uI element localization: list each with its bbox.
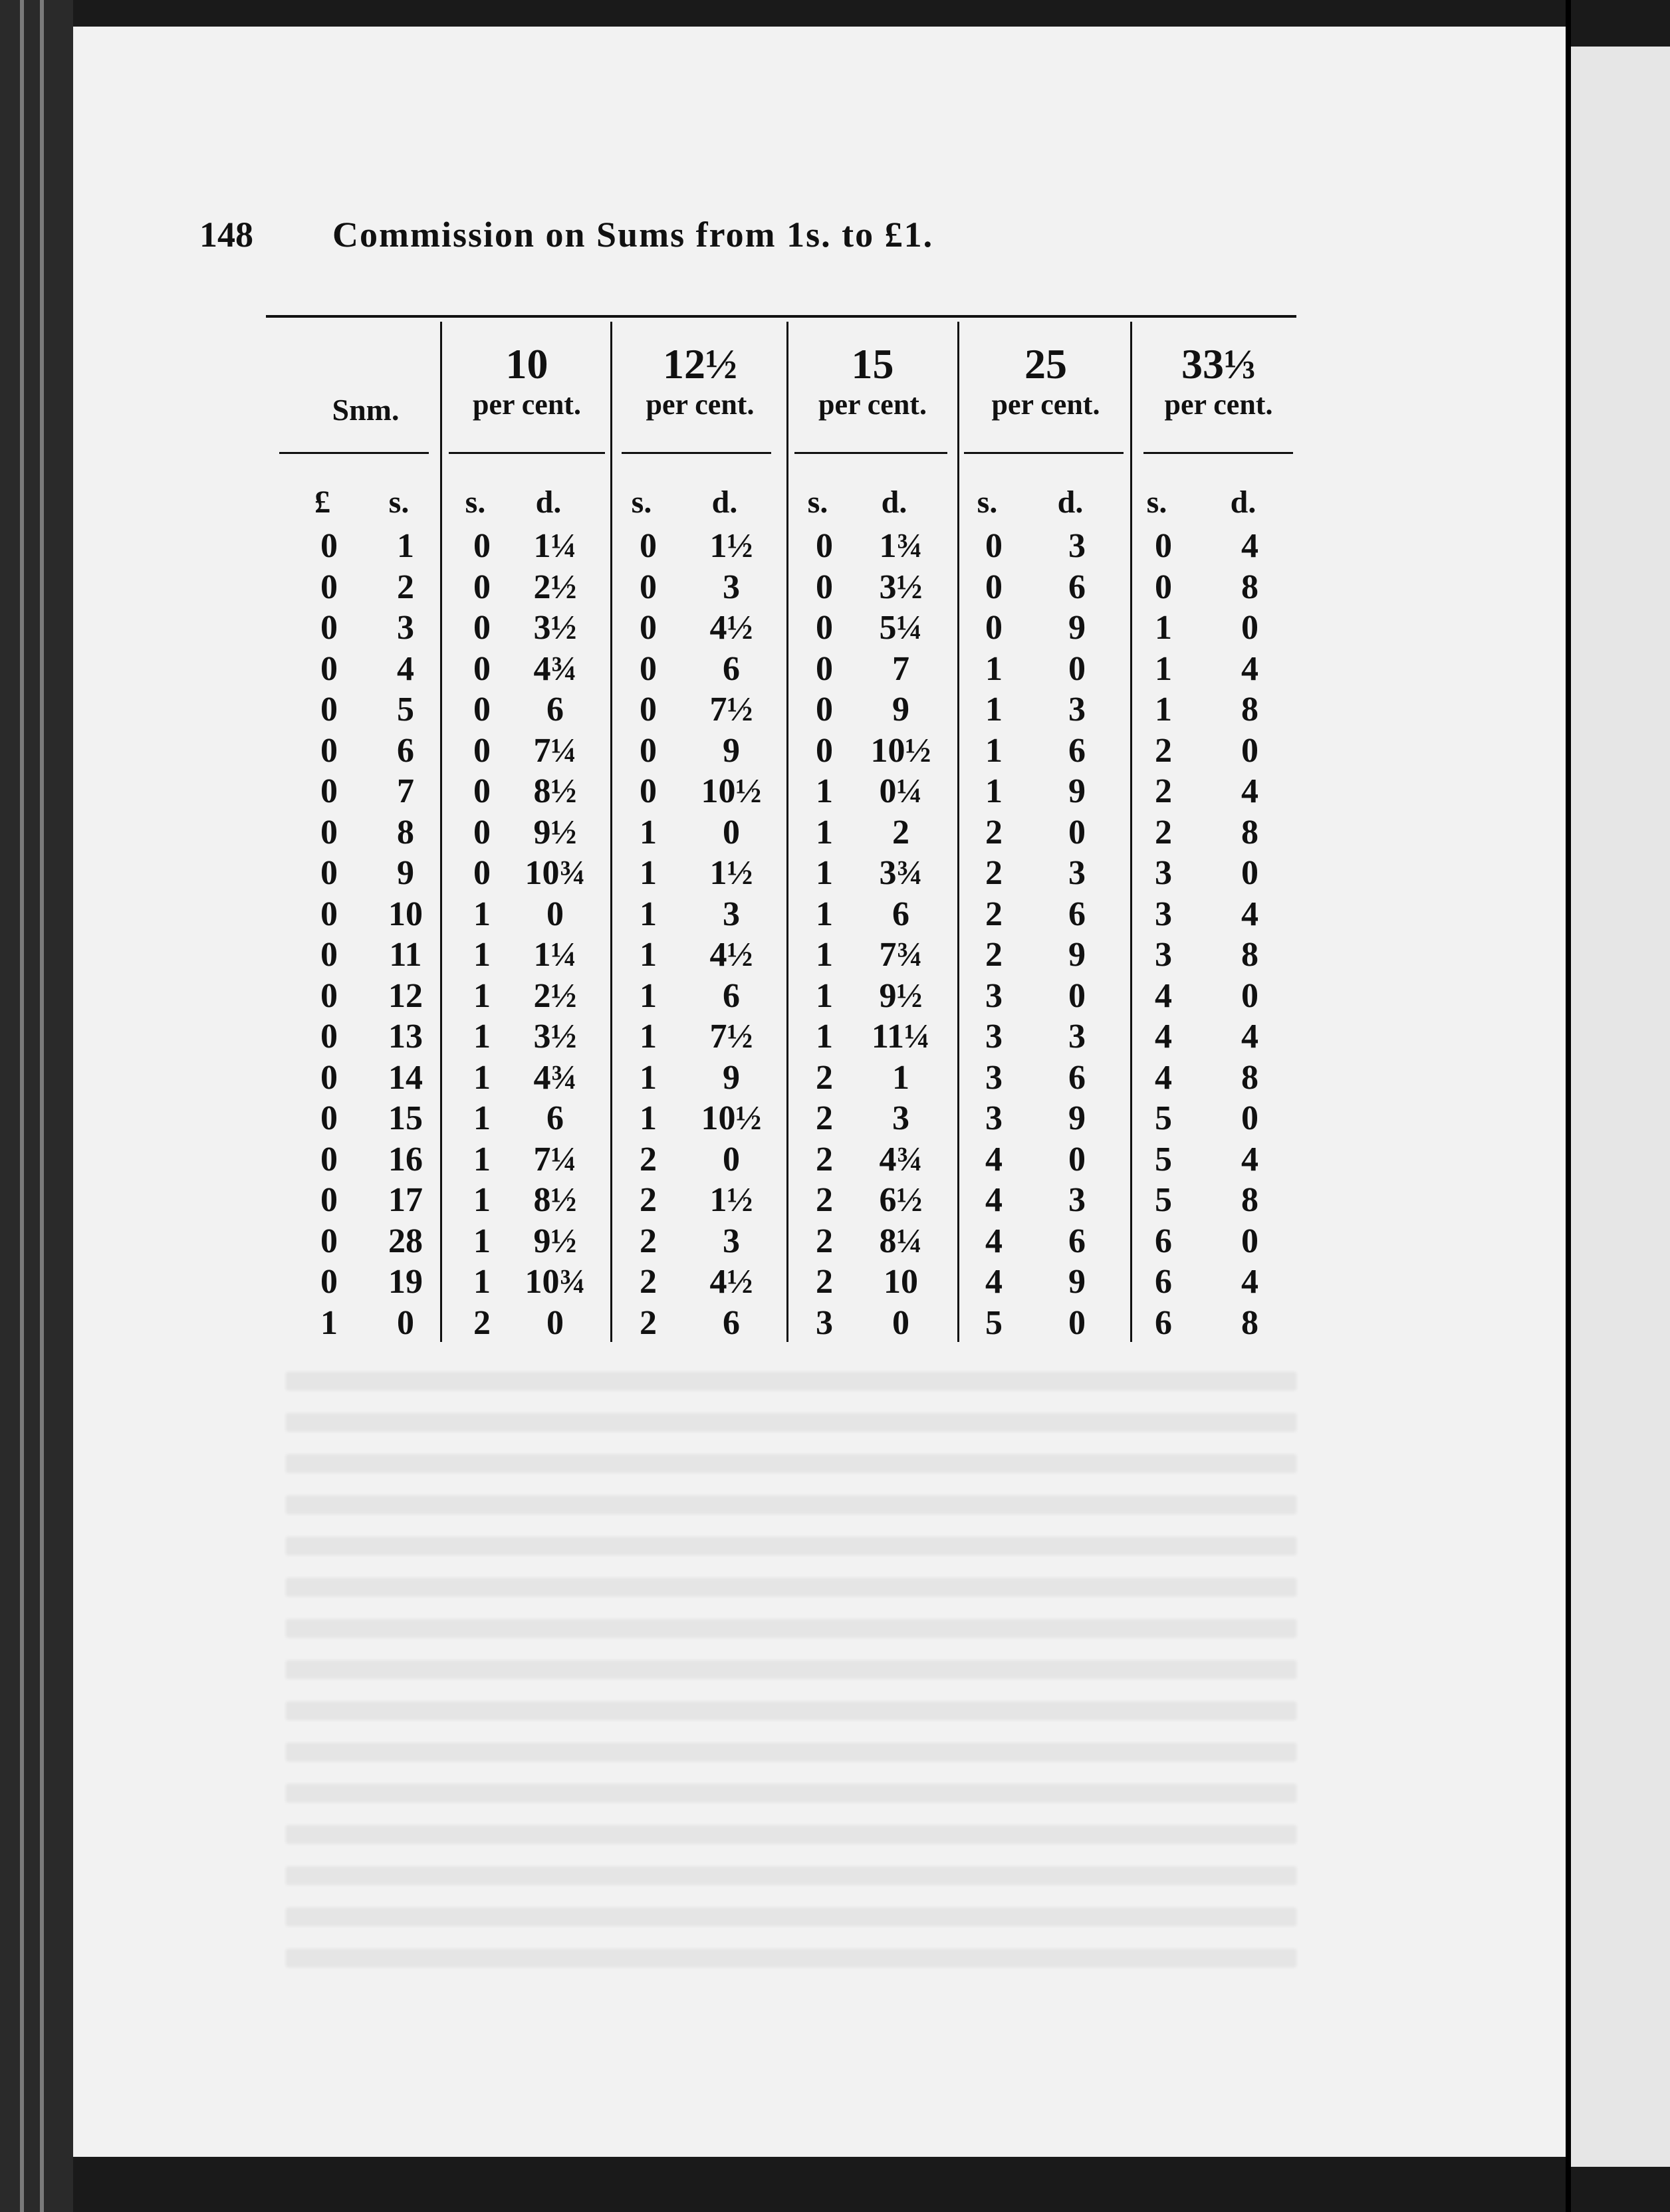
- commission-shillings-cell: 5: [1155, 1181, 1172, 1219]
- show-through-text: [286, 1349, 1296, 1987]
- commission-shillings-cell: 1: [816, 977, 833, 1015]
- commission-pence-cell: 6: [723, 1304, 740, 1342]
- commission-pence-cell: 2: [892, 814, 909, 851]
- commission-pence-cell: 8: [1241, 1304, 1258, 1342]
- commission-pence-cell: 8½: [533, 772, 577, 810]
- commission-pence-cell: 9: [723, 1059, 740, 1097]
- commission-pence-cell: 6: [723, 650, 740, 688]
- commission-pence-cell: 3½: [879, 568, 923, 606]
- commission-shillings-cell: 1: [640, 977, 657, 1015]
- commission-pence-cell: 10¾: [525, 1263, 586, 1301]
- commission-pence-cell: 3: [1068, 854, 1086, 892]
- commission-shillings-cell: 2: [640, 1222, 657, 1260]
- sum-pounds-cell: 0: [320, 895, 338, 933]
- commission-shillings-cell: 1: [473, 1099, 491, 1137]
- commission-pence-cell: 0: [1068, 1304, 1086, 1342]
- commission-shillings-cell: 1: [640, 1018, 657, 1055]
- sum-shillings-cell: 19: [388, 1263, 423, 1301]
- commission-pence-cell: 1½: [709, 854, 753, 892]
- commission-pence-cell: 6: [1068, 732, 1086, 770]
- commission-shillings-cell: 0: [985, 527, 1003, 565]
- sum-shillings-cell: 7: [397, 772, 414, 810]
- commission-shillings-cell: 0: [816, 527, 833, 565]
- sum-shillings-cell: 9: [397, 854, 414, 892]
- sum-shillings-cell: 17: [388, 1181, 423, 1219]
- commission-pence-cell: 0: [1241, 732, 1258, 770]
- commission-shillings-cell: 2: [1155, 772, 1172, 810]
- sum-pounds-cell: 0: [320, 1181, 338, 1219]
- commission-pence-cell: 3: [892, 1099, 909, 1137]
- shilling-subheader: s.: [977, 485, 998, 520]
- commission-pence-cell: 4¾: [533, 1059, 577, 1097]
- commission-shillings-cell: 1: [816, 1018, 833, 1055]
- commission-pence-cell: 3¾: [879, 854, 923, 892]
- sum-shillings-cell: 13: [388, 1018, 423, 1055]
- commission-shillings-cell: 0: [473, 691, 491, 728]
- commission-shillings-cell: 1: [640, 936, 657, 974]
- commission-shillings-cell: 2: [816, 1099, 833, 1137]
- commission-pence-cell: 3: [723, 895, 740, 933]
- commission-shillings-cell: 4: [1155, 977, 1172, 1015]
- commission-pence-cell: 6: [1068, 1222, 1086, 1260]
- commission-pence-cell: 3½: [533, 609, 577, 647]
- commission-shillings-cell: 4: [985, 1141, 1003, 1178]
- sum-shillings-cell: 3: [397, 609, 414, 647]
- commission-shillings-cell: 1: [816, 936, 833, 974]
- commission-pence-cell: 0: [1241, 1222, 1258, 1260]
- sum-pounds-cell: 0: [320, 814, 338, 851]
- commission-shillings-cell: 1: [1155, 609, 1172, 647]
- commission-pence-cell: 6½: [879, 1181, 923, 1219]
- sum-pounds-cell: 0: [320, 732, 338, 770]
- sum-shillings-cell: 16: [388, 1141, 423, 1178]
- commission-pence-cell: 0: [892, 1304, 909, 1342]
- commission-shillings-cell: 0: [1155, 527, 1172, 565]
- commission-pence-cell: 7¾: [879, 936, 923, 974]
- commission-shillings-cell: 5: [985, 1304, 1003, 1342]
- commission-shillings-cell: 1: [473, 1018, 491, 1055]
- commission-shillings-cell: 2: [985, 814, 1003, 851]
- commission-pence-cell: 4: [1241, 895, 1258, 933]
- commission-pence-cell: 0: [1068, 814, 1086, 851]
- shilling-subheader: s.: [388, 485, 410, 520]
- commission-shillings-cell: 6: [1155, 1222, 1172, 1260]
- commission-shillings-cell: 4: [985, 1181, 1003, 1219]
- sum-pounds-cell: 0: [320, 691, 338, 728]
- commission-pence-cell: 9: [1068, 1099, 1086, 1137]
- commission-pence-cell: 10½: [870, 732, 931, 770]
- commission-pence-cell: 4½: [709, 609, 753, 647]
- commission-pence-cell: 10: [884, 1263, 918, 1301]
- commission-pence-cell: 1½: [709, 527, 753, 565]
- commission-pence-cell: 7: [892, 650, 909, 688]
- sum-shillings-cell: 11: [389, 936, 422, 974]
- commission-shillings-cell: 1: [816, 895, 833, 933]
- commission-pence-cell: 7¼: [533, 1141, 577, 1178]
- commission-shillings-cell: 2: [816, 1263, 833, 1301]
- commission-pence-cell: 0: [723, 1141, 740, 1178]
- commission-shillings-cell: 0: [816, 609, 833, 647]
- commission-pence-cell: 3: [1068, 527, 1086, 565]
- commission-shillings-cell: 5: [1155, 1141, 1172, 1178]
- commission-pence-cell: 4: [1241, 527, 1258, 565]
- sum-pounds-cell: 0: [320, 568, 338, 606]
- commission-shillings-cell: 0: [816, 732, 833, 770]
- commission-pence-cell: 1: [892, 1059, 909, 1097]
- commission-pence-cell: 11¼: [871, 1018, 931, 1055]
- commission-shillings-cell: 0: [640, 527, 657, 565]
- commission-pence-cell: 8: [1241, 814, 1258, 851]
- commission-pence-cell: 7¼: [533, 732, 577, 770]
- commission-shillings-cell: 6: [1155, 1304, 1172, 1342]
- commission-shillings-cell: 1: [985, 691, 1003, 728]
- commission-pence-cell: 6: [723, 977, 740, 1015]
- commission-pence-cell: 6: [546, 1099, 564, 1137]
- adjacent-page: [1571, 47, 1670, 2167]
- commission-pence-cell: 6: [1068, 895, 1086, 933]
- rate-header-33-third: 33⅓ per cent.: [1164, 340, 1273, 421]
- sum-shillings-cell: 28: [388, 1222, 423, 1260]
- page-edge: [1566, 0, 1571, 2212]
- book-gutter: [0, 0, 73, 2212]
- commission-pence-cell: 0: [546, 895, 564, 933]
- sum-pounds-cell: 0: [320, 1059, 338, 1097]
- commission-pence-cell: 4: [1241, 1018, 1258, 1055]
- commission-shillings-cell: 2: [816, 1222, 833, 1260]
- commission-shillings-cell: 0: [816, 568, 833, 606]
- commission-pence-cell: 8: [1241, 1181, 1258, 1219]
- commission-shillings-cell: 0: [985, 609, 1003, 647]
- commission-shillings-cell: 0: [640, 732, 657, 770]
- commission-pence-cell: 4: [1241, 650, 1258, 688]
- header-underline-15: [794, 452, 947, 454]
- commission-shillings-cell: 0: [473, 854, 491, 892]
- sum-shillings-cell: 6: [397, 732, 414, 770]
- commission-shillings-cell: 0: [640, 609, 657, 647]
- commission-shillings-cell: 2: [640, 1263, 657, 1301]
- sum-pounds-cell: 1: [320, 1304, 338, 1342]
- commission-pence-cell: 3: [723, 1222, 740, 1260]
- sum-pounds-cell: 0: [320, 1263, 338, 1301]
- commission-pence-cell: 1¼: [533, 936, 577, 974]
- header-underline-10: [449, 452, 605, 454]
- commission-pence-cell: 9: [723, 732, 740, 770]
- commission-shillings-cell: 4: [985, 1263, 1003, 1301]
- commission-shillings-cell: 2: [985, 936, 1003, 974]
- commission-shillings-cell: 2: [1155, 814, 1172, 851]
- commission-shillings-cell: 0: [640, 650, 657, 688]
- pence-subheader: d.: [881, 485, 907, 520]
- commission-shillings-cell: 1: [816, 854, 833, 892]
- sum-shillings-cell: 5: [397, 691, 414, 728]
- commission-shillings-cell: 3: [985, 1059, 1003, 1097]
- commission-pence-cell: 5¼: [879, 609, 923, 647]
- commission-shillings-cell: 0: [473, 568, 491, 606]
- commission-shillings-cell: 3: [1155, 936, 1172, 974]
- commission-pence-cell: 2½: [533, 977, 577, 1015]
- sum-shillings-cell: 14: [388, 1059, 423, 1097]
- commission-pence-cell: 9: [1068, 609, 1086, 647]
- shilling-subheader: s.: [807, 485, 828, 520]
- shilling-subheader: s.: [465, 485, 486, 520]
- commission-shillings-cell: 1: [473, 977, 491, 1015]
- commission-shillings-cell: 0: [816, 650, 833, 688]
- sum-shillings-cell: 2: [397, 568, 414, 606]
- commission-shillings-cell: 2: [640, 1304, 657, 1342]
- commission-pence-cell: 9½: [533, 1222, 577, 1260]
- commission-pence-cell: 0: [1068, 977, 1086, 1015]
- commission-pence-cell: 9: [1068, 1263, 1086, 1301]
- commission-shillings-cell: 4: [1155, 1018, 1172, 1055]
- commission-shillings-cell: 0: [640, 691, 657, 728]
- commission-pence-cell: 2½: [533, 568, 577, 606]
- commission-shillings-cell: 1: [473, 1059, 491, 1097]
- commission-shillings-cell: 0: [473, 527, 491, 565]
- commission-shillings-cell: 0: [640, 772, 657, 810]
- commission-pence-cell: 8¼: [879, 1222, 923, 1260]
- commission-shillings-cell: 0: [473, 772, 491, 810]
- commission-shillings-cell: 2: [640, 1141, 657, 1178]
- commission-shillings-cell: 1: [473, 895, 491, 933]
- running-title: Commission on Sums from 1s. to £1.: [332, 215, 934, 255]
- commission-pence-cell: 4: [1241, 1141, 1258, 1178]
- rate-header-10: 10 per cent.: [473, 340, 581, 421]
- commission-shillings-cell: 0: [473, 609, 491, 647]
- commission-pence-cell: 3: [1068, 1018, 1086, 1055]
- pence-subheader: d.: [1057, 485, 1084, 520]
- sum-pounds-cell: 0: [320, 527, 338, 565]
- sum-pounds-cell: 0: [320, 650, 338, 688]
- commission-shillings-cell: 2: [816, 1141, 833, 1178]
- commission-pence-cell: 8: [1241, 1059, 1258, 1097]
- commission-pence-cell: 10¾: [525, 854, 586, 892]
- commission-shillings-cell: 1: [1155, 650, 1172, 688]
- sum-shillings-cell: 0: [397, 1304, 414, 1342]
- sum-shillings-cell: 10: [388, 895, 423, 933]
- commission-pence-cell: 3½: [533, 1018, 577, 1055]
- commission-shillings-cell: 1: [473, 1141, 491, 1178]
- sum-pounds-cell: 0: [320, 977, 338, 1015]
- commission-pence-cell: 0: [1241, 854, 1258, 892]
- commission-pence-cell: 9½: [879, 977, 923, 1015]
- commission-pence-cell: 0¼: [879, 772, 923, 810]
- commission-shillings-cell: 2: [1155, 732, 1172, 770]
- commission-pence-cell: 3: [723, 568, 740, 606]
- commission-shillings-cell: 1: [816, 772, 833, 810]
- commission-shillings-cell: 1: [640, 1059, 657, 1097]
- commission-pence-cell: 9: [1068, 936, 1086, 974]
- sum-pounds-cell: 0: [320, 1018, 338, 1055]
- commission-pence-cell: 7½: [709, 691, 753, 728]
- commission-shillings-cell: 0: [816, 691, 833, 728]
- commission-pence-cell: 4½: [709, 1263, 753, 1301]
- header-underline-12: [622, 452, 771, 454]
- sum-shillings-cell: 12: [388, 977, 423, 1015]
- commission-pence-cell: 8: [1241, 568, 1258, 606]
- pence-subheader: d.: [535, 485, 562, 520]
- header-underline-33: [1143, 452, 1293, 454]
- commission-pence-cell: 6: [892, 895, 909, 933]
- commission-shillings-cell: 0: [473, 650, 491, 688]
- commission-pence-cell: 0: [1068, 1141, 1086, 1178]
- commission-pence-cell: 0: [1241, 609, 1258, 647]
- header-underline-25: [964, 452, 1124, 454]
- commission-shillings-cell: 3: [1155, 895, 1172, 933]
- commission-shillings-cell: 1: [985, 732, 1003, 770]
- commission-pence-cell: 7½: [709, 1018, 753, 1055]
- commission-shillings-cell: 2: [816, 1181, 833, 1219]
- commission-pence-cell: 10½: [701, 1099, 762, 1137]
- commission-shillings-cell: 1: [640, 814, 657, 851]
- pence-subheader: d.: [1230, 485, 1256, 520]
- page-header: [199, 214, 1263, 267]
- commission-pence-cell: 1¼: [533, 527, 577, 565]
- commission-shillings-cell: 5: [1155, 1099, 1172, 1137]
- commission-pence-cell: 0: [723, 814, 740, 851]
- sum-pounds-cell: 0: [320, 609, 338, 647]
- sum-shillings-cell: 15: [388, 1099, 423, 1137]
- commission-shillings-cell: 2: [985, 854, 1003, 892]
- commission-pence-cell: 8½: [533, 1181, 577, 1219]
- commission-shillings-cell: 6: [1155, 1263, 1172, 1301]
- commission-pence-cell: 8: [1241, 936, 1258, 974]
- rate-header-25: 25 per cent.: [991, 340, 1100, 421]
- commission-pence-cell: 9: [1068, 772, 1086, 810]
- commission-pence-cell: 0: [1241, 1099, 1258, 1137]
- commission-pence-cell: 3: [1068, 1181, 1086, 1219]
- sum-pounds-cell: 0: [320, 1099, 338, 1137]
- commission-pence-cell: 4¾: [533, 650, 577, 688]
- sum-header: Snm.: [332, 393, 400, 427]
- commission-shillings-cell: 1: [473, 1263, 491, 1301]
- commission-pence-cell: 0: [1241, 977, 1258, 1015]
- rate-header-15: 15 per cent.: [818, 340, 927, 421]
- pound-subheader: £: [314, 485, 330, 520]
- commission-pence-cell: 4¾: [879, 1141, 923, 1178]
- commission-shillings-cell: 3: [985, 1099, 1003, 1137]
- shilling-subheader: s.: [631, 485, 652, 520]
- commission-pence-cell: 0: [1068, 650, 1086, 688]
- commission-shillings-cell: 1: [640, 854, 657, 892]
- commission-pence-cell: 6: [1068, 568, 1086, 606]
- commission-pence-cell: 6: [546, 691, 564, 728]
- commission-shillings-cell: 1: [1155, 691, 1172, 728]
- commission-pence-cell: 4: [1241, 1263, 1258, 1301]
- commission-shillings-cell: 0: [473, 814, 491, 851]
- commission-shillings-cell: 3: [985, 1018, 1003, 1055]
- commission-shillings-cell: 3: [985, 977, 1003, 1015]
- sum-shillings-cell: 4: [397, 650, 414, 688]
- commission-shillings-cell: 2: [640, 1181, 657, 1219]
- commission-shillings-cell: 1: [640, 1099, 657, 1137]
- rate-header-12-half: 12½ per cent.: [646, 340, 755, 421]
- commission-shillings-cell: 0: [985, 568, 1003, 606]
- commission-shillings-cell: 2: [816, 1059, 833, 1097]
- pence-subheader: d.: [711, 485, 738, 520]
- table-top-rule: [266, 315, 1296, 318]
- sum-pounds-cell: 0: [320, 1222, 338, 1260]
- commission-shillings-cell: 3: [1155, 854, 1172, 892]
- commission-pence-cell: 9: [892, 691, 909, 728]
- sum-pounds-cell: 0: [320, 772, 338, 810]
- commission-pence-cell: 4: [1241, 772, 1258, 810]
- sum-shillings-cell: 8: [397, 814, 414, 851]
- commission-shillings-cell: 0: [640, 568, 657, 606]
- commission-pence-cell: 0: [546, 1304, 564, 1342]
- commission-shillings-cell: 1: [640, 895, 657, 933]
- commission-shillings-cell: 1: [985, 650, 1003, 688]
- commission-pence-cell: 10½: [701, 772, 762, 810]
- commission-pence-cell: 6: [1068, 1059, 1086, 1097]
- commission-pence-cell: 3: [1068, 691, 1086, 728]
- commission-shillings-cell: 2: [985, 895, 1003, 933]
- commission-shillings-cell: 3: [816, 1304, 833, 1342]
- sum-pounds-cell: 0: [320, 936, 338, 974]
- sum-pounds-cell: 0: [320, 854, 338, 892]
- commission-pence-cell: 4½: [709, 936, 753, 974]
- commission-pence-cell: 1¾: [879, 527, 923, 565]
- commission-shillings-cell: 0: [1155, 568, 1172, 606]
- commission-shillings-cell: 1: [816, 814, 833, 851]
- commission-shillings-cell: 4: [985, 1222, 1003, 1260]
- commission-shillings-cell: 1: [985, 772, 1003, 810]
- shilling-subheader: s.: [1146, 485, 1167, 520]
- commission-shillings-cell: 1: [473, 936, 491, 974]
- commission-pence-cell: 8: [1241, 691, 1258, 728]
- sum-shillings-cell: 1: [397, 527, 414, 565]
- page-number: 148: [199, 215, 253, 255]
- commission-shillings-cell: 2: [473, 1304, 491, 1342]
- commission-shillings-cell: 0: [473, 732, 491, 770]
- sum-pounds-cell: 0: [320, 1141, 338, 1178]
- commission-shillings-cell: 1: [473, 1181, 491, 1219]
- commission-pence-cell: 1½: [709, 1181, 753, 1219]
- commission-shillings-cell: 4: [1155, 1059, 1172, 1097]
- header-underline-sum: [279, 452, 429, 454]
- commission-shillings-cell: 1: [473, 1222, 491, 1260]
- commission-pence-cell: 9½: [533, 814, 577, 851]
